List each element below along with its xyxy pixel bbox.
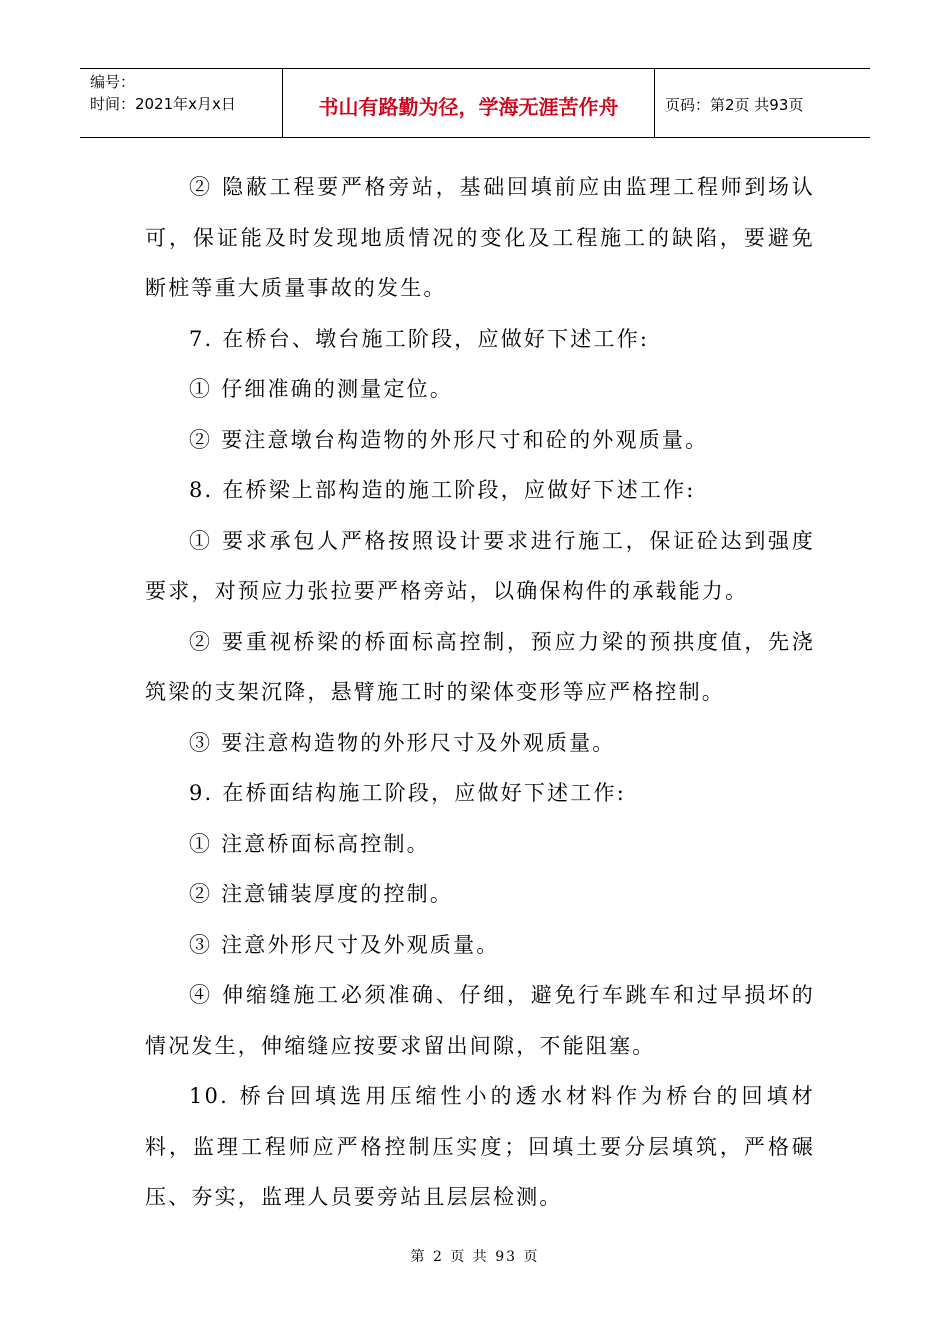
section-heading: 10. 桥台回填选用压缩性小的透水材料作为桥台的回填材料，监理工程师应严格控制压实度；回填土要分层填筑，严格碾压、夯实，监理人员要旁站且层层检测。 [145, 1084, 815, 1209]
section-heading: 7. 在桥台、墩台施工阶段，应做好下述工作: [189, 326, 650, 351]
paragraph: ② 要重视桥梁的桥面标高控制，预应力梁的预拱度值，先浇筑梁的支架沉降，悬臂施工时的梁体变形等应严格控制。 [145, 629, 815, 704]
paragraph: ② 注意铺装厚度的控制。 [189, 882, 454, 906]
document-time-label: 时间：2021年x月x日 [90, 95, 236, 113]
header-meta [80, 69, 283, 137]
document-body [145, 162, 815, 1223]
paragraph: ② 要注意墩台构造物的外形尺寸和砼的外观质量。 [189, 427, 709, 452]
document-number-label: 编号： [90, 73, 136, 91]
header-motto: 书山有路勤为径，学海无涯苦作舟 [283, 69, 655, 137]
section-heading: 8. 在桥梁上部构造的施工阶段，应做好下述工作: [189, 478, 696, 502]
paragraph: ② 隐蔽工程要严格旁站，基础回填前应由监理工程师到场认可，保证能及时发现地质情况的变化及工程施工的缺陷，要避免断桩等重大质量事故的发生。 [145, 175, 815, 300]
paragraph: ④ 伸缩缝施工必须准确、仔细，避免行车跳车和过早损坏的情况发生，伸缩缝应按要求留出间隙，不能阻塞。 [145, 983, 815, 1058]
paragraph: ① 要求承包人严格按照设计要求进行施工，保证砼达到强度要求，对预应力张拉要严格旁站，以确保构件的承载能力。 [145, 528, 815, 603]
page-header [80, 68, 870, 138]
paragraph: ① 注意桥面标高控制。 [189, 831, 430, 856]
paragraph: ① 仔细准确的测量定位。 [189, 377, 454, 401]
header-page-info: 页码：第2页 共93页 [665, 95, 804, 114]
paragraph: ③ 注意外形尺寸及外观质量。 [189, 932, 500, 957]
paragraph: ③ 要注意构造物的外形尺寸及外观质量。 [189, 730, 616, 755]
section-heading: 9. 在桥面结构施工阶段，应做好下述工作: [189, 781, 626, 805]
page-footer: 第 2 页 共 93 页 [410, 1249, 540, 1265]
